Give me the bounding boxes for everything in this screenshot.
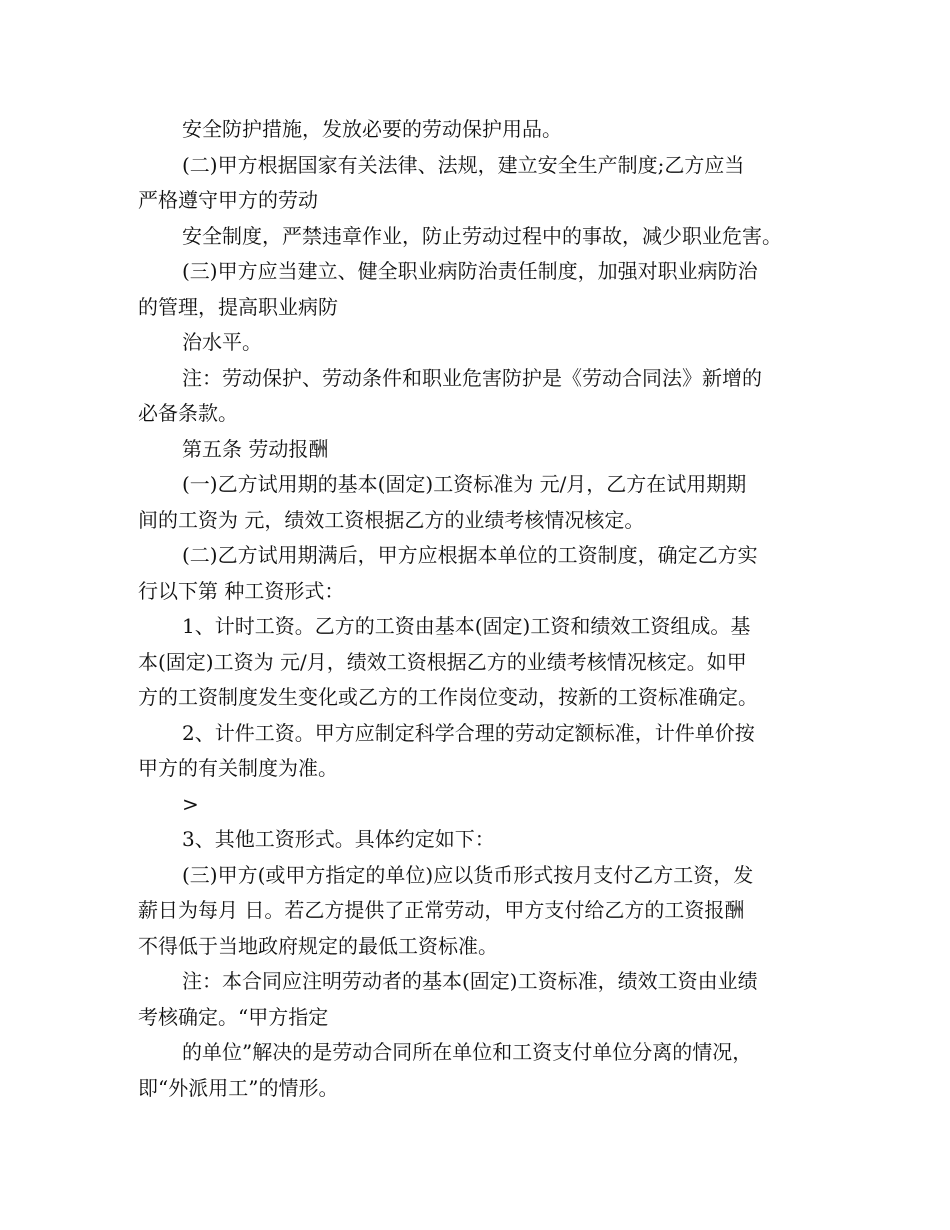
document-body xyxy=(138,112,818,1106)
text-line: 方的工资制度发生变化或乙方的工作岗位变动，按新的工资标准确定。 xyxy=(138,685,758,709)
text-line: 本(固定)工资为 元/月，绩效工资根据乙方的业绩考核情况核定。如甲 xyxy=(138,649,747,674)
text-line: 治水平。 xyxy=(182,330,262,354)
text-line: 行以下第 种工资形式： xyxy=(138,578,345,603)
text-line: (二)乙方试用期满后，甲方应根据本单位的工资制度，确定乙方实 xyxy=(182,543,758,567)
text-line: 薪日为每月 日。若乙方提供了正常劳动，甲方支付给乙方的工资报酬 xyxy=(138,898,745,922)
text-line: 的管理，提高职业病防 xyxy=(138,294,338,319)
text-line: (三)甲方(或甲方指定的单位)应以货币形式按月支付乙方工资，发 xyxy=(182,862,754,887)
text-line: 必备条款。 xyxy=(138,401,238,425)
text-line: 安全防护措施，发放必要的劳动保护用品。 xyxy=(182,117,562,141)
text-line: 间的工资为 元，绩效工资根据乙方的业绩考核情况核定。 xyxy=(138,507,645,532)
text-line: 3、其他工资形式。具体约定如下： xyxy=(182,827,495,851)
text-line: > xyxy=(182,791,199,816)
text-line: (二)甲方根据国家有关法律、法规，建立安全生产制度;乙方应当 xyxy=(182,152,745,177)
text-line: 1、计时工资。乙方的工资由基本(固定)工资和绩效工资组成。基 xyxy=(182,614,751,638)
text-line: 的单位”解决的是劳动合同所在单位和工资支付单位分离的情况， xyxy=(182,1040,753,1064)
section-heading: 第五条 劳动报酬 xyxy=(182,436,329,461)
text-line: 即“外派用工”的情形。 xyxy=(138,1075,339,1100)
text-line: 2、计件工资。甲方应制定科学合理的劳动定额标准，计件单价按 xyxy=(182,720,755,745)
text-line: 注：劳动保护、劳动条件和职业危害防护是《劳动合同法》新增的 xyxy=(182,365,762,390)
text-line: 严格遵守甲方的劳动 xyxy=(138,188,318,212)
text-line: (三)甲方应当建立、健全职业病防治责任制度，加强对职业病防治 xyxy=(182,259,758,283)
text-line: (一)乙方试用期的基本(固定)工资标准为 元/月，乙方在试用期期 xyxy=(182,472,747,496)
text-line: 考核确定。“甲方指定 xyxy=(138,1004,329,1029)
text-line: 注：本合同应注明劳动者的基本(固定)工资标准，绩效工资由业绩 xyxy=(182,969,758,993)
text-line: 甲方的有关制度为准。 xyxy=(138,756,338,780)
text-line: 安全制度，严禁违章作业，防止劳动过程中的事故，减少职业危害。 xyxy=(182,223,782,248)
text-line: 不得低于当地政府规定的最低工资标准。 xyxy=(138,933,498,958)
